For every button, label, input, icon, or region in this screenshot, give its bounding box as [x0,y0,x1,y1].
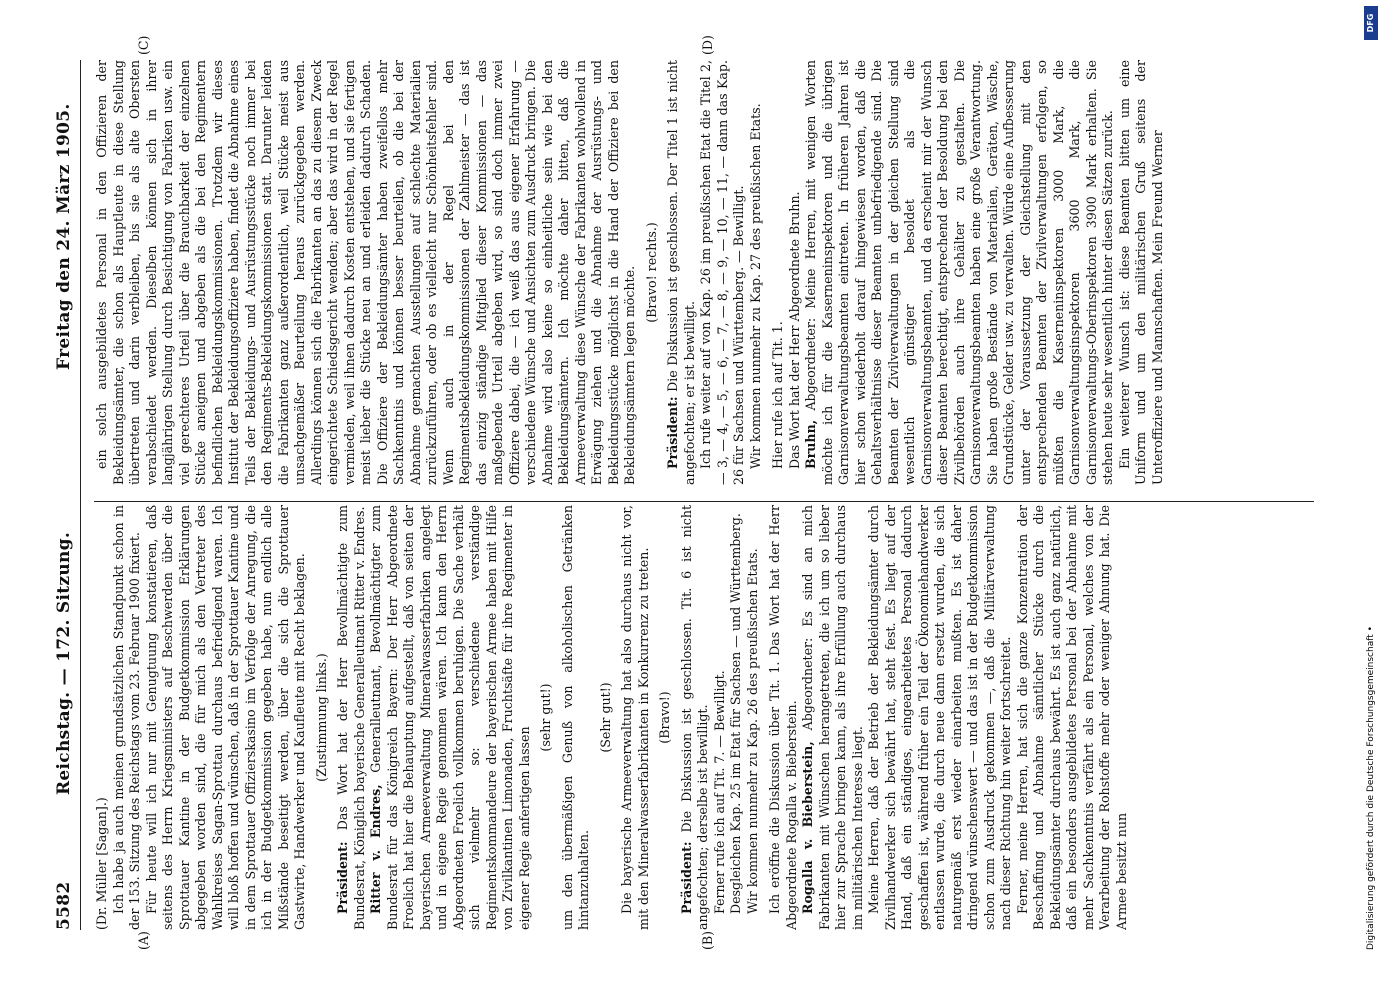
paragraph [94,60,639,485]
paragraph [335,505,368,930]
paragraph-text: Ich eröffne die Diskussion über Tit. 1. Das Wort hat der Herr Abgeordnete Rogalla v. Bieberstein. [767,505,799,930]
paragraph [712,505,729,930]
paragraph [679,505,712,930]
paragraph [1117,60,1167,485]
paragraph-text: Die Diskussion ist geschlossen. Der Titel 1 ist nicht angefochten; er ist bewilligt. [665,60,697,485]
dfg-logo: DFG [1364,6,1378,40]
paragraph [665,60,698,485]
paragraph-text: Ein weiterer Wunsch ist: diese Beamten bitten um eine Uniform und um den militärischen Gruß seitens der Unteroffiziere und Mannschaften. Mein Freund Werner [1116,60,1165,485]
paragraph [94,505,111,930]
header-left-title: Reichstag. — 172. Sitzung. [54,531,74,795]
paragraph-text: Ferner rufe ich auf Tit. 7. — Bewilligt. [711,670,727,914]
paragraph-text: Desgleichen Kap. 25 im Etat für Sachsen — und Württemberg. [728,513,743,914]
paragraph [1015,505,1131,930]
paragraph [644,60,661,485]
paragraph-text: Ich rufe weiter auf von Kap. 26 im preußischen Etat die Titel 2, — 3, — 4, — 5, — 6, — 7, — 8, — 9, — 10, — 11, — dann das Kap. 26 für Sachsen und Württemberg. — Bewilligt. [698,60,746,485]
paragraph-text: Abgeordneter: Meine Herren, mit wenigen Worten möchte ich für die Kaserneninspektoren und die übrigen Garnisonverwaltungsbeamten eintreten. In früheren Jahren ist hier schon wiederholt darauf hingewiesen worden, daß die Gehaltsverhältnisse dieser Beamten unbefriedigende sind. Die Beamten der Zivilverwaltungen in der gleichen Stellung sind wesentlich günstiger besoldet als die Garnisonverwaltungsbeamten, und da erscheint mir der Wunsch dieser Beamten berechtigt, entsprechend der Besoldung bei den Zivilbehörden auch ihre Gehälter zu gestalten. Die Garnisonverwaltungsbeamten haben eine große Verantwortung. Sie haben große Bestände von Materialien, Geräten, Wäsche, Grundstücke, Gelder usw. zu verwalten. Würde eine Aufbesserung unter der Voraussetzung der Gleichstellung mit den entsprechenden Beamten der Zivilverwaltungen erfolgen, so müßten die Kaserneninspektoren 3000 Mark, die Garnisonverwaltungsinspektoren 3600 Mark, die Garnisonverwaltungs-Oberinspektoren 3900 Mark erhalten. Sie stehen heute sehr wesentlich hinter diesen Sätzen zurück. [803,60,1115,485]
header-right-title: Freitag den 24. März 1905. [54,103,74,370]
page-number: 5582 [54,881,74,930]
speaker-name: Präsident: [335,841,350,914]
speaker-name: Bruhn, [803,419,818,469]
paragraph-text: (Dr. Müller [Sagan].) [94,797,109,930]
paragraph [598,505,615,930]
paragraph [748,60,765,485]
column-rule [94,501,1314,502]
digitization-credit [1358,6,1383,994]
paragraph-text: Generalleutnant, Bevollmächtigter zum Bundesrat für das Königreich Bayern: Der Herr Abgeordnete Froelich hat hier die Behauptung aufgestellt, daß von seiten der bayerischen Armeeverwaltung Mineralwasserfabriken angelegt und in eigene Regie genommen wären. Ich kann den Herrn Abgeordneten Froelich vollkommen beruhigen. Die Sache verhält sich vielmehr so: verschiedene verständige Regimentskommandeure der bayerischen Armee haben mit Hilfe von Zivilkantinen Limonaden, Fruchtsäfte für ihre Regimenter in eigener Regie anfertigen lassen [368,505,532,930]
header-rule [80,60,81,930]
paragraph-text: Abgeordneter: Es sind an mich Fabrikanten mit Wünschen herangetreten, die ich um so lieber hier zur Sprache bringen kann, als ihre Erfüllung auch durchaus im militärischen Interesse liegt. [800,505,865,930]
paragraph [698,60,748,485]
paragraph-text: (sehr gut!) [538,683,553,752]
paragraph [800,505,866,930]
speaker-name: Präsident: [678,841,694,914]
paragraph-text: Die Diskussion ist geschlossen. Tit. 6 ist nicht angefochten; derselbe ist bewilligt. [678,505,710,930]
paragraph-text: (Zustimmung links.) [313,653,329,782]
paragraph [767,505,800,930]
paragraph [787,60,804,485]
paragraph [657,505,674,930]
paragraph [111,505,144,930]
paragraph-text: Ferner, meine Herren, hat sich die ganze Konzentration der Beschaffung und Abnahme sämtlicher Stücke durch die Bekleidungsämter durchaus bewährt. Es ist auch ganz natürlich, daß ein besonders ausgebildetes Personal bei der Abnahme mit mehr Sachkenntnis verfährt als ein Personal, welches von der Verarbeitung der Rohstoffe mehr oder weniger Ahnung hat. Die Armee besitzt nun [1014,505,1129,930]
paragraph-text: Meine Herren, daß der Betrieb der Bekleidungsämter durch Zivilhandwerker sich bewährt hat, steht fest. Es liegt auf der Hand, daß ein ständiges, eingearbeitetes Personal dadurch geschaffen ist, während früher ein Teil der Ökonomiehandwerker entlassen wurde, die durch neue dann ersetzt wurden, die sich naturgemäß erst wieder einarbeiten mußten. Es ist daher dringend wünschenswert — und das ist in der Budgetkommission schon zum Ausdruck gekommen —, daß die Militärverwaltung nach dieser Richtung hin weiter fortschreitet. [866,505,1013,930]
paragraph-text: Wir kommen nunmehr zu Kap. 27 des preußischen Etats. [747,103,763,469]
margin-marker-b: (B) [700,930,715,950]
paragraph-text: Das Wort hat der Herr Abgeordnete Bruhn. [786,191,802,469]
paragraph [866,505,1015,930]
margin-marker-d: (D) [700,35,715,55]
speaker-name: Rogalla v. Bieberstein, [800,741,815,914]
paragraph [368,505,533,930]
paragraph-text: ein solch ausgebildetes Personal in den Offizieren der Bekleidungsämter, die schon als Hauptleute in diese Stellung übertreten und darin verbleiben, bis sie als alte Obersten verabschiedet werden. Dieselben können sich in ihrer langjährigen Stellung durch Besichtigung von Fabriken usw. ein viel gerechteres Urteil über die Brauchbarkeit der einzelnen Stücke aneignen und abgeben als die bei den Regimentern befindlichen Bekleidungskommissionen. Trotzdem wir dieses Institut der Bekleidungsoffiziere haben, findet die Abnahme eines Teils der Bekleidungs- und Ausrüstungsstücke noch immer bei den Regiments-Bekleidungskommissionen statt. Darunter leiden die Fabrikanten ganz außerordentlich, weil Stücke meist aus unsachgemäßer Beurteilung heraus zurückgegeben werden. Allerdings können sich die Fabrikanten an das zu diesem Zweck eingerichtete Schiedsgericht wenden; aber das wird in der Regel vermieden, weil ihnen dadurch Kosten entstehen, und sie fertigen meist lieber die Stücke neu an und erleiden dadurch Schaden. Die Offiziere der Bekleidungsämter haben zweifellos mehr Sachkenntnis und können besser beurteilen, ob die bei der Abnahme gemachten Ausstellungen auf schlechte Materialien zurückzuführen, oder ob es vielleicht nur Schönheitsfehler sind. Wenn auch in der Regel bei den Regimentsbekleidungskommissionen der Zahlmeister — das ist das einzig ständige Mitglied dieser Kommissionen — das maßgebende Urteil abgeben wird, so sind doch immer zwei Offiziere dabei, die — ich weiß das aus eigener Erfahrung — verschiedene Wünsche und Ansichten zum Ausdruck bringen. Die Abnahme wird also keine so einheitliche sein wie bei den Bekleidungsämtern. Ich möchte daher bitten, daß die Armeeverwaltung diese Wünsche der Fabrikanten wohlwollend in Erwägung ziehen und die Abnahme der Ausrüstungs- und Bekleidungsstücke möglichst in die Hand der Offiziere bei den Bekleidungsämtern legen möchte. [94,60,637,485]
speaker-name: Präsident: [665,396,680,469]
paragraph [538,505,555,930]
paragraph [144,505,309,930]
paragraph-text: um den übermäßigen Genuß von alkoholischen Getränken hintanzuhalten. [559,505,591,930]
credit-text: Digitalisierung gefördert durch die Deutsche Forschungsgemeinschaft • [1366,626,1376,950]
paragraph-text: Wir kommen nunmehr zu Kap. 26 des preußischen Etats. [744,548,760,914]
paragraph-text: Für heute will ich nur mit Genugtuung konstatieren, daß seitens des Herrn Kriegsministers auf Beschwerden über die Sprottauer Kantine in der Budgetkommission Erklärungen abgegeben worden sind, die für mich als den Vertreter des Wahlkreises Sagan-Sprottau durchaus befriedigend waren. Ich will bloß hoffen und wünschen, daß in der Sprottauer Kantine und in dem Sprottauer Offizierskasino im Verfolge der Anregung, die ich in der Budgetkommission gegeben habe, nun endlich alle Mißstände beseitigt werden, über die sich die Sprottauer Gastwirte, Handwerker und Kaufleute mit Recht beklagen. [143,505,307,930]
paragraph [560,505,593,930]
speaker-name: Ritter v. Endres, [368,784,383,914]
paragraph [803,60,1117,485]
paragraph-text: (Bravo! rechts.) [643,222,659,323]
paragraph [619,505,652,930]
paragraph [314,505,331,930]
right-text-column [94,60,1334,485]
paragraph [770,60,787,485]
paragraph-text: (Bravo!) [657,691,672,744]
margin-marker-c: (C) [136,35,151,55]
paragraph-text: Das Wort hat der Herr Bevollmächtigte zum Bundesrat, Königlich bayerische Generalleutnant Ritter v. Endres. [335,505,367,930]
left-text-column [94,505,1334,930]
paragraph-text: Die bayerische Armeeverwaltung hat also durchaus nicht vor, mit den Mineralwasserfabrikanten in Konkurrenz zu treten. [619,505,651,930]
paragraph-text: Hier rufe ich auf Tit. 1. [770,321,785,469]
margin-marker-a: (A) [136,931,151,950]
paragraph-text: Ich habe ja auch meinen grundsätzlichen Standpunkt schon in der 153. Sitzung des Reichstags vom 23. Februar 1900 fixiert. [110,505,142,930]
paragraph-text: (Sehr gut!) [597,682,613,753]
paragraph [728,505,745,930]
paragraph [745,505,762,930]
